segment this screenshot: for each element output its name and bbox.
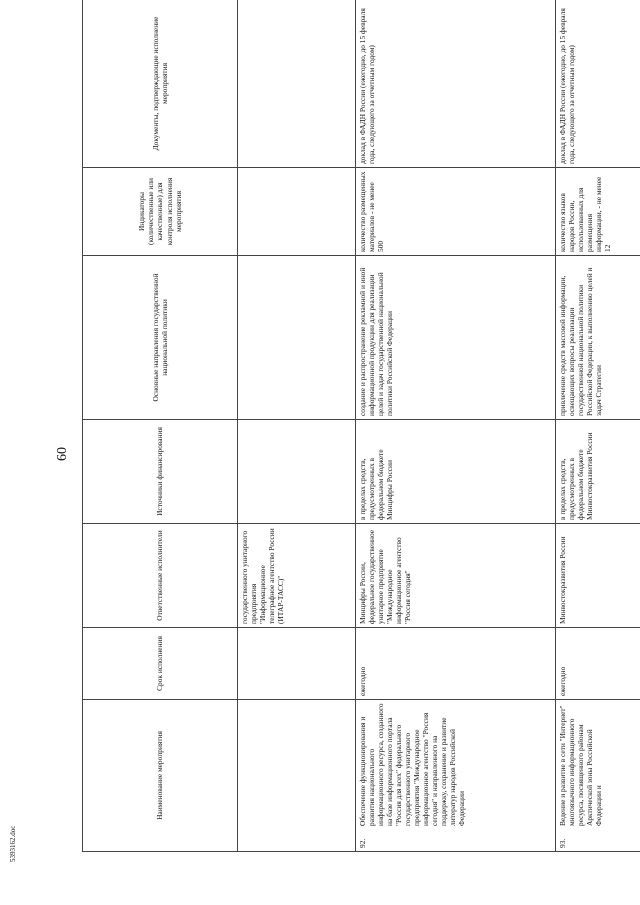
table-cell [238,0,356,168]
table-cell [238,420,356,524]
table-cell [556,628,640,700]
table-cell [356,628,556,700]
page-number: 60 [55,447,70,461]
table-cell [556,524,640,628]
table-row [356,0,556,852]
table-cell [556,700,640,852]
table-cell [238,168,356,256]
cell-term: ежегодно [558,666,567,696]
header-measure-name: Наименование мероприятия [83,700,238,852]
table-row [556,0,640,852]
table-cell [556,420,640,524]
header-policy-directions: Основные направления государственной национальной политики [83,256,238,420]
cell-executors: Минцифры России, федеральное государственное унитарное предприятие "Международное информационное агентство "Россия сегодня" [358,529,413,624]
cell-measure-name: Обеспечение функционирования и развития национального информационного ресурса, созданного на базе информационного портала "Россия для всех" федерального государственного унитарного предприятия "Международное информационное агентство "Россия сегодня" и направленного на поддержку, сохранение и развитие литератур народов Российской Федерации [358,703,467,826]
table-cell [556,168,640,256]
header-term: Срок исполнения [83,628,238,700]
row-number: 92. [358,838,367,848]
cell-policy-directions: привлечение средств массовой информации, освещающих вопросы реализации государственной национальной политики Российской Федерации, к выполнению целей и задач Стратегии [558,267,604,416]
table-cell [556,0,640,168]
table-cell [356,524,556,628]
table-cell [356,420,556,524]
table-cell [356,700,556,852]
table-cell [556,256,640,420]
cell-documents: доклад в ФАДН России (ежегодно, до 15 февраля года, следующего за отчетным годом) [358,8,377,164]
table-cell [238,256,356,420]
table-cell [238,524,356,628]
table-cell [238,700,356,852]
cell-financing: в пределах средств, предусмотренных в федеральном бюджете Минцифры России [358,449,395,520]
cell-executors: Минвостокразвития России [558,536,567,624]
header-indicators: Индикаторы (количественные или качественные) для контроля исполнения мероприятия [83,168,238,256]
row-number: 93. [558,838,567,848]
table-cell [356,168,556,256]
header-financing: Источники финансирования [83,420,238,524]
header-row [83,0,238,852]
cell-indicators: количество размещенных материалов - не менее 500 [358,171,386,252]
measures-table [82,0,640,852]
document-code: 5393162.doc [9,825,17,862]
cell-policy-directions: создание и распространение рекламной и иной информационной продукции для реализации целей и задач государственной национальной политики Российской Федерации [358,267,395,416]
cell-indicators: количество языков народов России, использованных для размещения информации, - не менее 12 [558,176,613,252]
header-documents: Документы, подтверждающие исполнение мероприятия [83,0,238,168]
cell-executors: государственного унитарного предприятия "Информационное телеграфное агентство России (ИТАР-ТАСС)" [240,528,286,624]
cell-financing: в пределах средств, предусмотренных в федеральном бюджете Минвостокразвития России [558,432,595,520]
header-executors: Ответственные исполнители [83,524,238,628]
cell-documents: доклад в ФАДН России (ежегодно, до 15 февраля года, следующего за отчетным годом) [558,8,577,164]
cell-term: ежегодно [358,666,367,696]
table-cell [238,628,356,700]
table-cell [356,256,556,420]
table-cell [356,0,556,168]
table-wrapper [82,0,612,852]
cell-measure-name: Ведение и развитие в сети "Интернет" многоязычного информационного ресурса, посвященного районам Арктической зоны Российской Федерации и [558,705,604,826]
table-row-continuation [238,0,356,852]
